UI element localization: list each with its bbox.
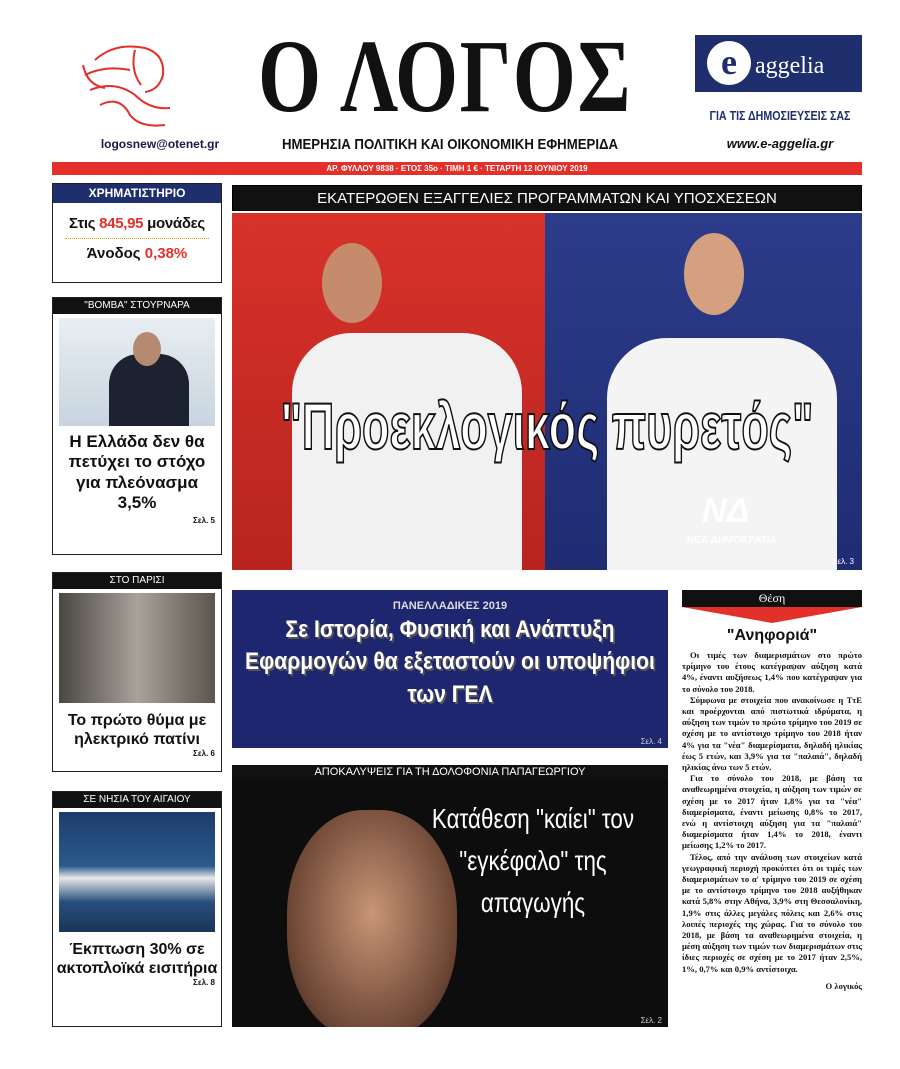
lead-photo[interactable] — [232, 213, 862, 570]
newspaper-title: Ο ΛΟΓΟΣ — [257, 19, 633, 134]
stock-box — [52, 183, 222, 283]
side-story-kicker: ΣΕ ΝΗΣΙΑ ΤΟΥ ΑΙΓΑΙΟΥ — [53, 792, 221, 808]
lead-headline: "Προεκλογικός πυρετός" — [280, 389, 814, 463]
nd-logo-text: ΝΕΑ ΔΗΜΟΚΡΑΤΙΑ — [687, 535, 777, 546]
page-ref: Σελ. 6 — [193, 749, 215, 759]
stock-change: 0,38% — [144, 245, 188, 262]
opinion-paragraph: Για το σύνολο του 2018, με βάση τα αναθεωρημένα στοιχεία, η αύξηση των τιμών σε σχέση με το 2017 ήταν 1,8% για τα "νέα" διαμερίσματα, έναντι μείωσης 0,8% το 2017, ενώ η αντίστοιχη αύξηση για τα "παλαιά" διαμερίσματα ήταν 1,4% το 2018, έναντι μείωσης 1,2% το 2017. — [682, 773, 862, 851]
opinion-paragraph: Σύμφωνα με στοιχεία που ανακοίνωσε η ΤτΕ και προέρχονται από πιστωτικά ιδρύματα, η αύξηση των τιμών το πρώτο τρίμηνο του 2019 σε σχέση με το αντίστοιχο τρίμηνο του 2018 ήταν 4% για τα "νέα" διαμερίσματα, δηλαδή ηλικίας έως 5 ετών, και 3,9% για τα "παλαιά", δηλαδή ηλικίας άνω των 5 ετών. — [682, 694, 862, 773]
contact-email[interactable]: logosnew@otenet.gr — [100, 137, 220, 151]
opinion-paragraph: Οι τιμές των διαμερισμάτων στο πρώτο τρίμηνο του έτους κατέγραψαν αύξηση κατά 4%, έναντι αυξήσεως 1,4% που κατέγραψαν για το σύνολο του 2018. — [682, 650, 862, 694]
issue-strip: ΑΡ. ΦΥΛΛΟΥ 9838 · ΕΤΟΣ 35ο · ΤΙΜΗ 1 € · ΤΕΤΑΡΤΗ 12 ΙΟΥΝΙΟΥ 2019 — [52, 162, 862, 175]
eaggelia-ad-logo[interactable] — [695, 35, 862, 92]
opinion-arrow-icon — [682, 607, 862, 623]
opinion-signature: Ο λογικός — [825, 980, 862, 991]
ad-url[interactable]: www.e-aggelia.gr — [726, 136, 834, 151]
stock-header: ΧΡΗΜΑΤΙΣΤΗΡΙΟ — [53, 184, 221, 203]
side-story-headline: Το πρώτο θύμα με ηλεκτρικό πατίνι — [67, 712, 207, 749]
side-story-photo — [59, 593, 215, 703]
nd-logo: ΝΔ — [702, 492, 750, 530]
exams-kicker: ΠΑΝΕΛΛΑΔΙΚΕΣ 2019 — [392, 600, 508, 612]
side-story-photo — [59, 318, 215, 426]
opinion-paragraph: Τέλος, από την ανάλυση των στοιχείων κατά γεωγραφική περιοχή προκύπτει ότι οι τιμές των διαμερισμάτων το α' τρίμηνο του 2019 σε σχέση με το αντίστοιχο τρίμηνο του 2018 αυξήθηκαν κατά 5,8% στην Αθήνα, 3,9% στη Θεσσαλονίκη, 1,9% στις άλλες μεγάλες πόλεις και 2,6% στις λοιπές περιοχές της χώρας. Για το σύνολο του 2018, με βάση τα αναθεωρημένα στοιχεία, η μέση αύξηση των τιμών των διαμερισμάτων στις ίδιες περιοχές σε σχέση με το 2017 ήταν 2,5%, 1%, 0,7% και 0,9% αντίστοιχα. — [682, 851, 862, 974]
eaggelia-wordmark: aggelia — [755, 53, 825, 79]
side-story-headline: Η Ελλάδα δεν θα πετύχει το στόχο για πλεόνασμα 3,5% — [68, 432, 206, 513]
page-ref: Σελ. 2 — [640, 1016, 662, 1025]
page-ref: Σελ. 5 — [193, 515, 215, 525]
opinion-title: "Ανηφοριά" — [726, 627, 818, 644]
divider — [65, 238, 209, 239]
side-story-kicker: ΣΤΟ ΠΑΡΙΣΙ — [53, 573, 221, 589]
page-ref: Σελ. 3 — [832, 557, 854, 566]
ad-tagline-area — [680, 108, 880, 124]
page-ref: Σελ. 4 — [640, 737, 662, 746]
side-story-photo — [59, 812, 215, 932]
exams-headline: Σε Ιστορία, Φυσική και Ανάπτυξη Εφαρμογών θα εξεταστούν οι υποψήφιοι των ΓΕΛ — [245, 616, 655, 708]
stock-change-line — [53, 245, 221, 262]
side-story[interactable] — [52, 297, 222, 555]
eaggelia-e-mark: e — [707, 41, 751, 85]
stock-line — [53, 215, 221, 232]
ad-tagline: ΓΙΑ ΤΙΣ ΔΗΜΟΣΙΕΥΣΕΙΣ ΣΑΣ — [709, 108, 851, 123]
side-story[interactable] — [52, 572, 222, 772]
side-story-kicker: "ΒΟΜΒΑ" ΣΤΟΥΡΝΑΡΑ — [53, 298, 221, 314]
page-ref: Σελ. 8 — [193, 978, 215, 988]
opinion-body — [682, 650, 862, 992]
murder-headline: Κατάθεση "καίει" τον "εγκέφαλο" της απαγωγής — [431, 803, 635, 918]
stock-post: μονάδες — [147, 215, 205, 232]
logo-illustration — [75, 40, 185, 130]
murder-kicker-bar: ΑΠΟΚΑΛΥΨΕΙΣ ΓΙΑ ΤΗ ΔΟΛΟΦΟΝΙΑ ΠΑΠΑΓΕΩΡΓΙΟΥ — [232, 765, 668, 780]
stock-value: 845,95 — [99, 215, 144, 232]
side-story-headline: Έκπτωση 30% σε ακτοπλοϊκά εισιτήρια — [56, 941, 218, 978]
opinion-label: Θέση — [682, 590, 862, 607]
newspaper-subtitle: ΗΜΕΡΗΣΙΑ ΠΟΛΙΤΙΚΗ ΚΑΙ ΟΙΚΟΝΟΜΙΚΗ ΕΦΗΜΕΡΙΔΑ — [281, 136, 619, 153]
newspaper-title-area — [230, 19, 660, 134]
exams-story[interactable] — [232, 590, 668, 748]
lead-kicker-bar: ΕΚΑΤΕΡΩΘΕΝ ΕΞΑΓΓΕΛΙΕΣ ΠΡΟΓΡΑΜΜΑΤΩΝ ΚΑΙ ΥΠΟΣΧΕΣΕΩΝ — [232, 185, 862, 211]
stock-pre: Στις — [69, 215, 96, 232]
murder-story[interactable] — [232, 780, 668, 1027]
stock-change-label: Άνοδος — [86, 245, 141, 262]
side-story[interactable] — [52, 791, 222, 1027]
